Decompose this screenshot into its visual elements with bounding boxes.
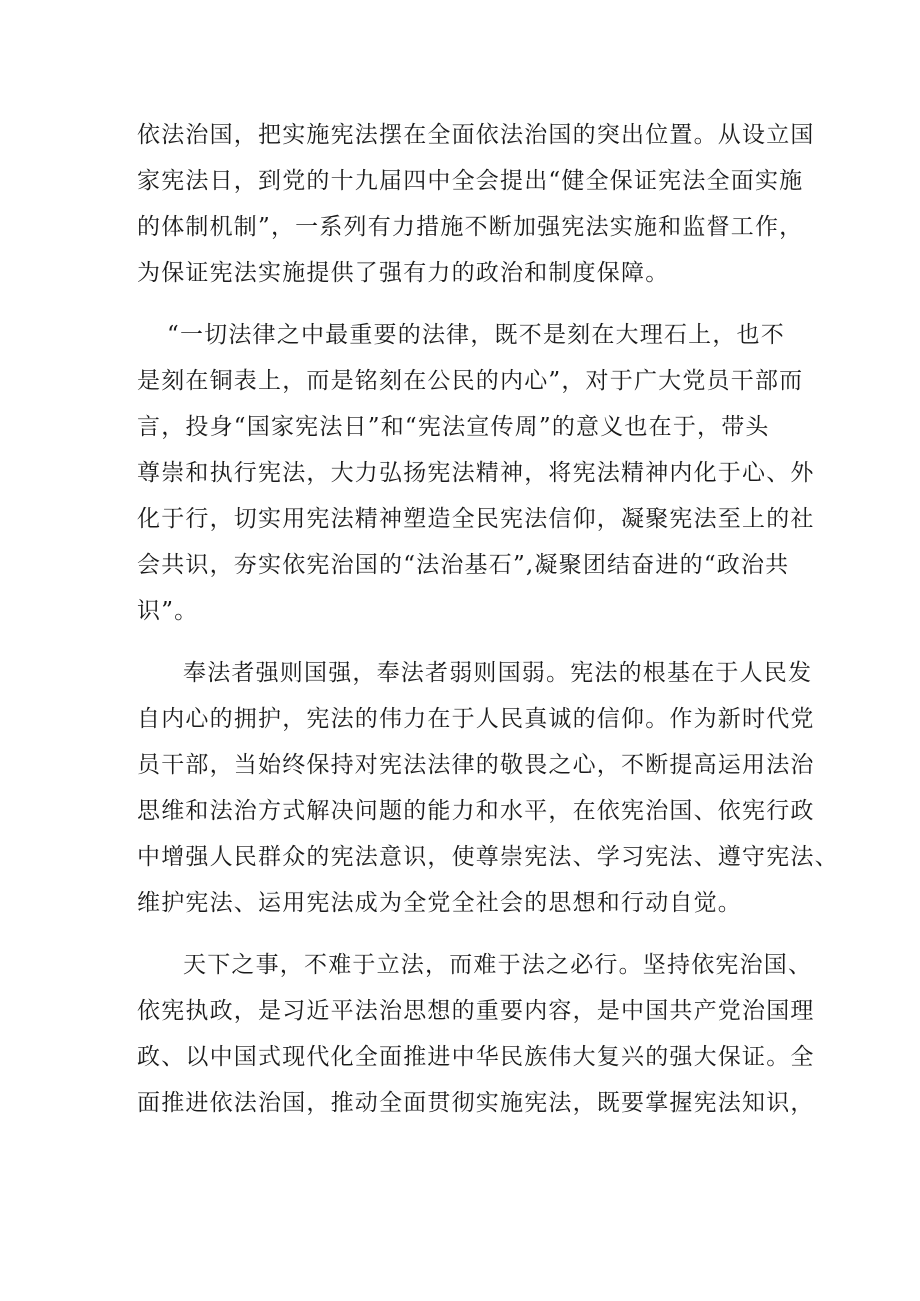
paragraph-first-line: 奉法者强则国强，奉法者弱则国弱。宪法的根基在于人民发 [183,660,813,686]
paragraph-line: 思维和法治方式解决问题的能力和水平，在依宪治国、依宪行政 [137,798,815,824]
paragraph-1 [137,112,815,296]
paragraph-line: 依法治国，把实施宪法摆在全面依法治国的突出位置。从设立国 [137,122,815,148]
paragraph-2 [137,312,815,634]
paragraph-first-line: “一切法律之中最重要的法律，既不是刻在大理石上，也不 [167,322,785,348]
paragraph-line: 维护宪法、运用宪法成为全党全社会的思想和行动自觉。 [137,890,742,916]
paragraph-line: 自内心的拥护，宪法的伟力在于人民真诚的信仰。作为新时代党 [137,706,815,732]
paragraph-4 [137,942,815,1126]
paragraph-first-line: 天下之事，不难于立法，而难于法之必行。坚持依宪治国、 [183,952,813,978]
document-body [137,112,839,1126]
paragraph-line: 员干部，当始终保持对宪法法律的敬畏之心，不断提高运用法治 [137,752,815,778]
paragraph-3 [137,650,839,926]
paragraph-line: 的体制机制”，一系列有力措施不断加强宪法实施和监督工作， [137,214,804,240]
paragraph-line: 化于行，切实用宪法精神塑造全民宪法信仰，凝聚宪法至上的社 [137,506,815,532]
paragraph-line: 政、以中国式现代化全面推进中华民族伟大复兴的强大保证。全 [137,1044,815,1070]
paragraph-line: 面推进依法治国，推动全面贯彻实施宪法，既要掌握宪法知识， [137,1090,815,1116]
paragraph-line: 识”。 [137,598,199,624]
paragraph-line: 是刻在铜表上，而是铭刻在公民的内心”，对于广大党员干部而 [137,368,804,394]
paragraph-line: 家宪法日，到党的十九届四中全会提出“健全保证宪法全面实施 [137,168,804,194]
paragraph-line: 会共识，夯实依宪治国的“法治基石”,凝聚团结奋进的“政治共 [137,552,790,578]
paragraph-line: 言，投身“国家宪法日”和“宪法宣传周”的意义也在于，带头 [137,414,770,440]
paragraph-line: 为保证宪法实施提供了强有力的政治和制度保障。 [137,260,670,286]
paragraph-line: 尊崇和执行宪法，大力弘扬宪法精神，将宪法精神内化于心、外 [137,460,815,486]
paragraph-line: 中增强人民群众的宪法意识，使尊崇宪法、学习宪法、遵守宪法、 [137,844,839,870]
paragraph-line: 依宪执政，是习近平法治思想的重要内容，是中国共产党治国理 [137,998,815,1024]
